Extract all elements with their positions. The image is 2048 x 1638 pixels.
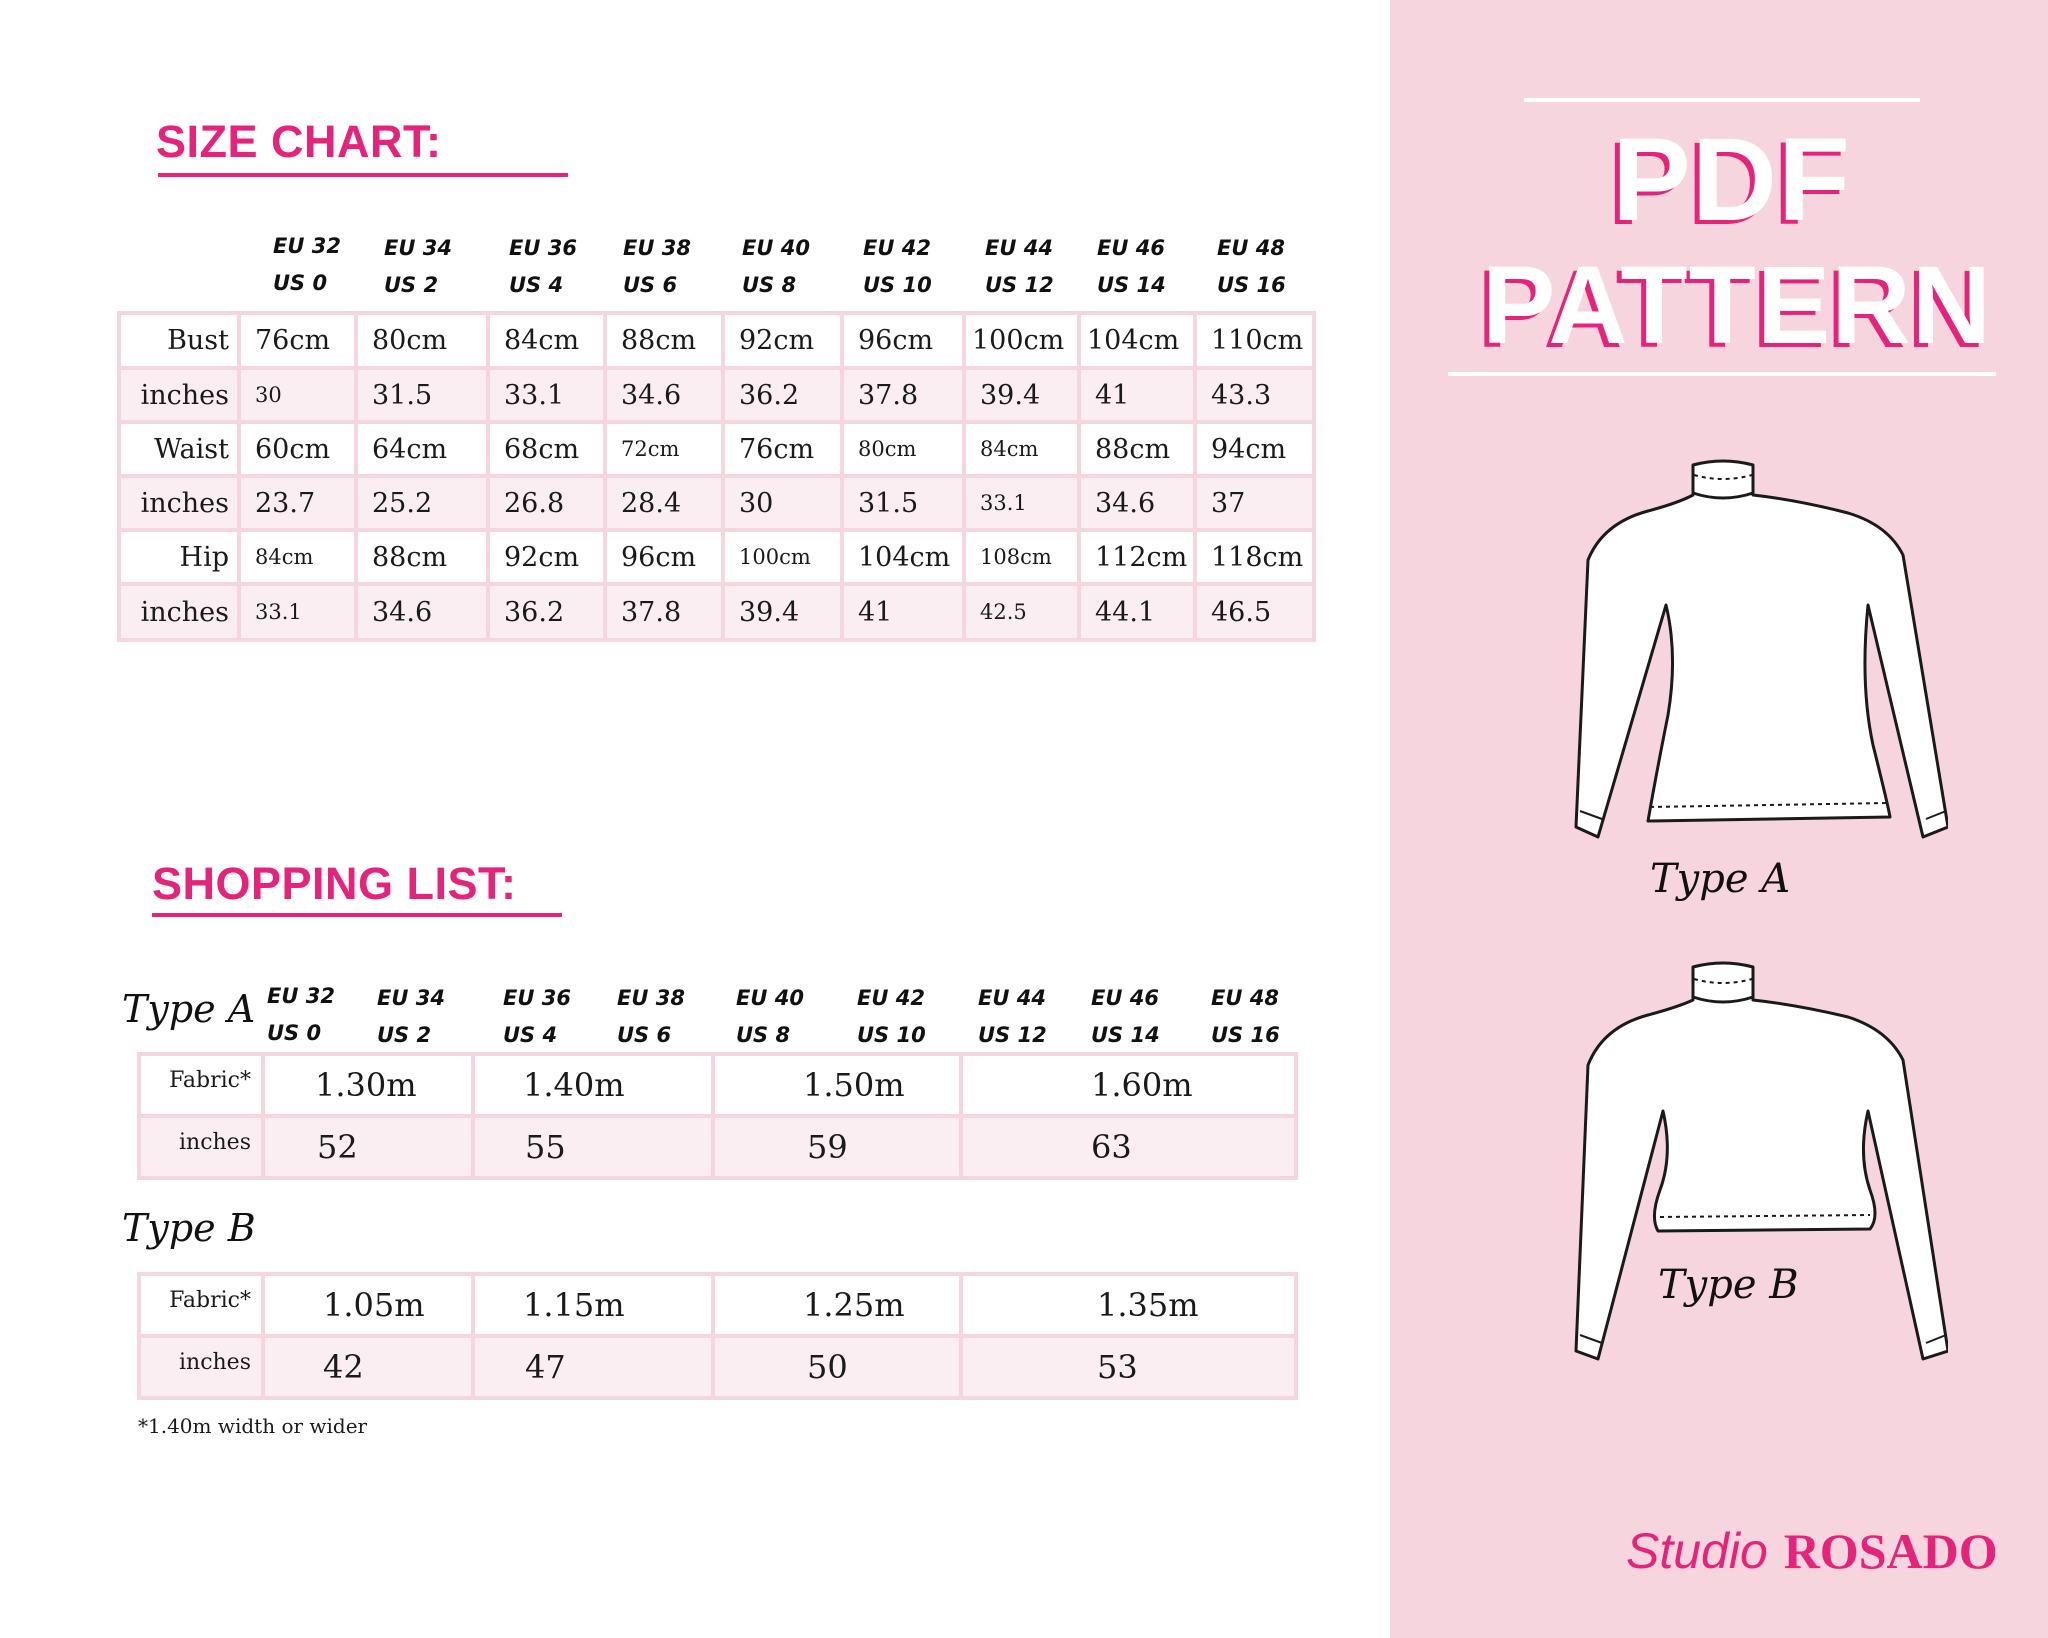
footnote: *1.40m width or wider <box>138 1414 368 1438</box>
table-cell: 92cm <box>488 530 605 584</box>
table-cell: 1.15m <box>473 1274 713 1336</box>
table-cell: 64cm <box>356 422 488 476</box>
size-header-3: EU 36 US 4 <box>503 986 571 1047</box>
table-cell: 80cm <box>842 422 964 476</box>
caption-type-b: Type B <box>1658 1262 1799 1308</box>
table-cell: 104cm <box>842 530 964 584</box>
row-label: Fabric* <box>139 1054 263 1116</box>
table-cell: 72cm <box>605 422 723 476</box>
table-cell: 44.1 <box>1079 584 1195 640</box>
row-label: Bust <box>119 313 239 368</box>
panel-top-rule <box>1524 98 1920 102</box>
size-header-6: EU 42 US 10 <box>857 986 926 1047</box>
size-header-1: EU 32 US 0 <box>267 984 335 1045</box>
row-label: inches <box>139 1336 263 1398</box>
shopping-list-title-underline <box>152 913 562 917</box>
garment-type-a-illustration <box>1498 445 1948 865</box>
table-cell: 46.5 <box>1195 584 1314 640</box>
table-cell: 39.4 <box>964 368 1079 422</box>
shopping-list-title: SHOPPING LIST: <box>152 858 517 909</box>
table-cell: 108cm <box>964 530 1079 584</box>
table-cell: 1.30m <box>263 1054 473 1116</box>
table-cell: 1.05m <box>263 1274 473 1336</box>
table-cell: 100cm <box>723 530 842 584</box>
table-cell: 1.25m <box>713 1274 961 1336</box>
size-chart-table <box>117 311 1316 642</box>
size-row-waist-inches <box>119 476 1314 530</box>
table-cell: 23.7 <box>239 476 356 530</box>
shopping-table-type-a <box>137 1052 1298 1180</box>
shop-row-inches <box>139 1116 1296 1178</box>
table-cell: 94cm <box>1195 422 1314 476</box>
size-header-5: EU 40 US 8 <box>742 236 810 297</box>
table-cell: 1.50m <box>713 1054 961 1116</box>
row-label: Fabric* <box>139 1274 263 1336</box>
table-cell: 28.4 <box>605 476 723 530</box>
table-cell: 33.1 <box>488 368 605 422</box>
table-cell: 118cm <box>1195 530 1314 584</box>
table-cell: 50 <box>713 1336 961 1398</box>
size-row-waist <box>119 422 1314 476</box>
table-cell: 37.8 <box>842 368 964 422</box>
row-label: Waist <box>119 422 239 476</box>
table-cell: 42 <box>263 1336 473 1398</box>
table-cell: 88cm <box>1079 422 1195 476</box>
table-cell: 36.2 <box>488 584 605 640</box>
brand-logo-studio: Studio <box>1626 1523 1768 1579</box>
right-panel <box>1390 0 2048 1638</box>
table-cell: 1.40m <box>473 1054 713 1116</box>
table-cell: 33.1 <box>964 476 1079 530</box>
size-header-1: EU 32 US 0 <box>273 234 341 295</box>
table-cell: 31.5 <box>356 368 488 422</box>
table-cell: 34.6 <box>605 368 723 422</box>
table-cell: 31.5 <box>842 476 964 530</box>
table-cell: 41 <box>1079 368 1195 422</box>
table-cell: 34.6 <box>1079 476 1195 530</box>
panel-bottom-rule <box>1448 372 1996 376</box>
table-cell: 37.8 <box>605 584 723 640</box>
table-cell: 76cm <box>239 313 356 368</box>
table-cell: 112cm <box>1079 530 1195 584</box>
size-row-hip <box>119 530 1314 584</box>
table-cell: 36.2 <box>723 368 842 422</box>
table-cell: 39.4 <box>723 584 842 640</box>
type-b-label: Type B <box>122 1206 256 1250</box>
size-header-2: EU 34 US 2 <box>377 986 445 1047</box>
shopping-table-type-b <box>137 1272 1298 1400</box>
table-cell: 53 <box>961 1336 1296 1398</box>
table-cell: 55 <box>473 1116 713 1178</box>
table-cell: 84cm <box>964 422 1079 476</box>
size-chart-title: SIZE CHART: <box>156 116 442 167</box>
table-cell: 42.5 <box>964 584 1079 640</box>
size-header-4: EU 38 US 6 <box>617 986 685 1047</box>
shop-row-inches <box>139 1336 1296 1398</box>
shop-row-fabric <box>139 1274 1296 1336</box>
table-cell: 60cm <box>239 422 356 476</box>
size-header-4: EU 38 US 6 <box>623 236 691 297</box>
row-label: inches <box>119 584 239 640</box>
table-cell: 1.35m <box>961 1274 1296 1336</box>
size-header-7: EU 44 US 12 <box>978 986 1047 1047</box>
table-cell: 96cm <box>605 530 723 584</box>
table-cell: 110cm <box>1195 313 1314 368</box>
size-header-9: EU 48 US 16 <box>1211 986 1280 1047</box>
panel-title-line1: PDF <box>1612 114 1851 246</box>
table-cell: 47 <box>473 1336 713 1398</box>
size-row-bust-inches <box>119 368 1314 422</box>
size-header-5: EU 40 US 8 <box>736 986 804 1047</box>
table-cell: 25.2 <box>356 476 488 530</box>
size-row-hip-inches <box>119 584 1314 640</box>
table-cell: 88cm <box>605 313 723 368</box>
caption-type-a: Type A <box>1650 856 1791 902</box>
type-a-label: Type A <box>122 987 256 1031</box>
table-cell: 84cm <box>488 313 605 368</box>
table-cell: 30 <box>239 368 356 422</box>
table-cell: 33.1 <box>239 584 356 640</box>
table-cell: 92cm <box>723 313 842 368</box>
size-header-7: EU 44 US 12 <box>985 236 1054 297</box>
table-cell: 41 <box>842 584 964 640</box>
size-header-8: EU 46 US 14 <box>1097 236 1166 297</box>
table-cell: 88cm <box>356 530 488 584</box>
table-cell: 37 <box>1195 476 1314 530</box>
row-label: Hip <box>119 530 239 584</box>
table-cell: 43.3 <box>1195 368 1314 422</box>
shop-row-fabric <box>139 1054 1296 1116</box>
table-cell: 84cm <box>239 530 356 584</box>
table-cell: 76cm <box>723 422 842 476</box>
table-cell: 34.6 <box>356 584 488 640</box>
brand-logo <box>1626 1522 1998 1580</box>
table-cell: 100cm <box>964 313 1079 368</box>
table-cell: 52 <box>263 1116 473 1178</box>
table-cell: 63 <box>961 1116 1296 1178</box>
table-cell: 80cm <box>356 313 488 368</box>
size-row-bust <box>119 313 1314 368</box>
table-cell: 104cm <box>1079 313 1195 368</box>
panel-title-line2: PATTERN <box>1482 244 1993 367</box>
size-header-3: EU 36 US 4 <box>509 236 577 297</box>
row-label: inches <box>119 368 239 422</box>
table-cell: 96cm <box>842 313 964 368</box>
row-label: inches <box>139 1116 263 1178</box>
size-header-2: EU 34 US 2 <box>384 236 452 297</box>
table-cell: 30 <box>723 476 842 530</box>
table-cell: 59 <box>713 1116 961 1178</box>
brand-logo-rosado: ROSADO <box>1783 1523 1998 1579</box>
row-label: inches <box>119 476 239 530</box>
table-cell: 1.60m <box>961 1054 1296 1116</box>
table-cell: 26.8 <box>488 476 605 530</box>
size-chart-title-underline <box>158 173 568 177</box>
size-header-6: EU 42 US 10 <box>863 236 932 297</box>
size-header-9: EU 48 US 16 <box>1217 236 1286 297</box>
size-header-8: EU 46 US 14 <box>1091 986 1160 1047</box>
table-cell: 68cm <box>488 422 605 476</box>
